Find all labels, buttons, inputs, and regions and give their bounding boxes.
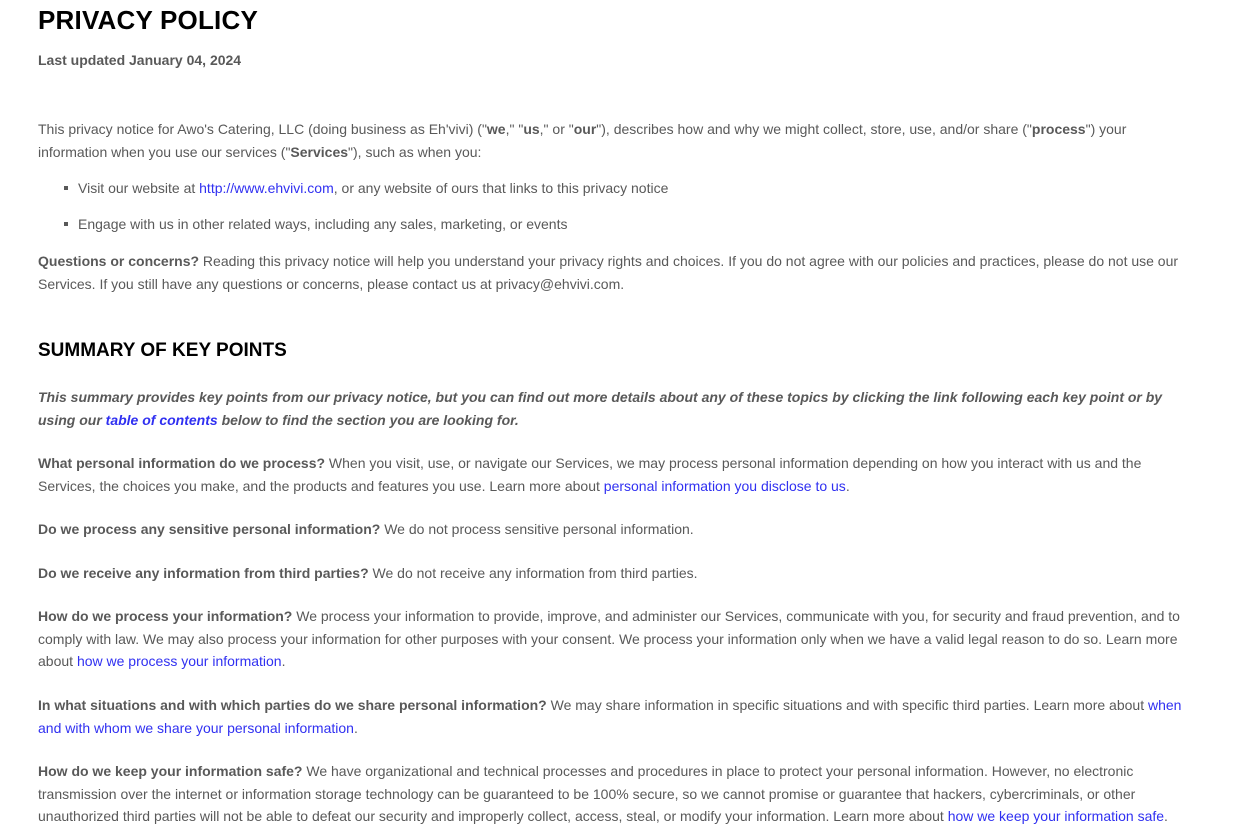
summary-lead-pre: This summary provides key points from our privacy notice, but you can find out more details about any of these topics by clicking the link following each key point or by using our [38,389,1163,428]
table-of-contents-link[interactable]: table of contents [105,411,218,428]
key-point-process-info [38,605,1190,673]
key-point-answer: We have organizational and technical processes and procedures in place to protect your personal information. However, no electronic transmission over the internet or information storage technology can be guaranteed to be 100% secure, so we cannot promise or guarantee that hackers, cybercriminals, or other unauthorized third parties will not be able to defeat our security and improperly collect, access, steal, or modify your information. Learn more about [38,763,1136,824]
key-point-sensitive-info [38,518,1190,541]
bullet-engage [38,216,568,232]
intro-us: us [523,121,540,137]
key-point-end: . [281,653,286,669]
intro-our: our [573,121,597,137]
key-point-question: What personal information do we process? [38,455,326,471]
summary-heading: SUMMARY OF KEY POINTS [38,340,287,361]
bullet-engage-text: Engage with us in other related ways, including any sales, marketing, or events [78,216,568,232]
key-point-question: In what situations and with which parties do we share personal information? [38,697,547,713]
key-point-answer: We do not receive any information from third parties. [368,565,698,581]
key-point-answer: When you visit, use, or navigate our Services, we may process personal information depending on how you interact with us and the Services, the choices you make, and the products and features you use. Learn more about [38,455,1142,494]
bullet-website-post: , or any website of ours that links to this privacy notice [333,180,669,196]
intro-text-3: ," or " [539,121,574,137]
key-point-answer: We do not process sensitive personal information. [380,521,694,537]
intro-text-5: ") your information when you use our services (" [38,121,1127,160]
key-point-personal-info [38,452,1190,497]
questions-label: Questions or concerns? [38,253,200,269]
intro-text-1: This privacy notice for Awo's Catering, LLC (doing business as Eh'vivi) (" [38,121,487,137]
intro-text-6: "), such as when you: [348,143,482,160]
key-point-keep-safe [38,760,1190,828]
key-point-end: . [353,719,358,736]
questions-text: Reading this privacy notice will help you understand your privacy rights and choices. If you do not agree with our policies and practices, please do not use our Services. If you still have any questions or concerns, please contact us at privacy@ehvivi.com. [38,253,1179,292]
process-info-link[interactable]: how we process your information [76,653,282,669]
intro-text-2: ," " [505,121,524,137]
key-point-third-parties [38,562,1190,585]
key-point-question: Do we process any sensitive personal information? [38,521,381,537]
summary-lead-post: below to find the section you are looking for. [217,411,519,428]
questions-paragraph [38,250,1190,295]
key-point-question: How do we process your information? [38,608,293,624]
bullet-marker [64,222,68,226]
key-point-question: How do we keep your information safe? [38,763,303,779]
bullet-website [38,180,668,196]
intro-paragraph [38,118,1190,163]
bullet-marker [64,186,68,190]
personal-info-link[interactable]: personal information you disclose to us [603,477,846,494]
intro-we: we [486,121,506,137]
summary-lead [38,386,1190,431]
key-point-answer: We may share information in specific situations and with specific third parties. Learn more about [546,697,1148,713]
website-link[interactable]: http://www.ehvivi.com [199,180,334,196]
intro-services: Services [290,143,349,160]
key-point-end: . [1164,808,1168,824]
share-info-link[interactable]: when and with whom we share your personal information [38,697,1182,736]
key-point-answer: We process your information to provide, improve, and administer our Services, communicate with you, for security and fraud prevention, and to comply with law. We may also process your information for other purposes with your consent. We process your information only when we have a valid legal reason to do so. Learn more about [38,608,1180,669]
last-updated: Last updated January 04, 2024 [38,52,242,68]
intro-process: process [1031,121,1086,137]
page-title: PRIVACY POLICY [38,5,258,35]
intro-text-4: "), describes how and why we might collect, store, use, and/or share (" [596,121,1032,137]
key-point-share-info [38,694,1190,739]
key-point-question: Do we receive any information from third parties? [38,565,369,581]
bullet-website-pre: Visit our website at [78,180,200,196]
key-point-end: . [845,477,850,494]
keep-safe-link[interactable]: how we keep your information safe [947,808,1165,824]
